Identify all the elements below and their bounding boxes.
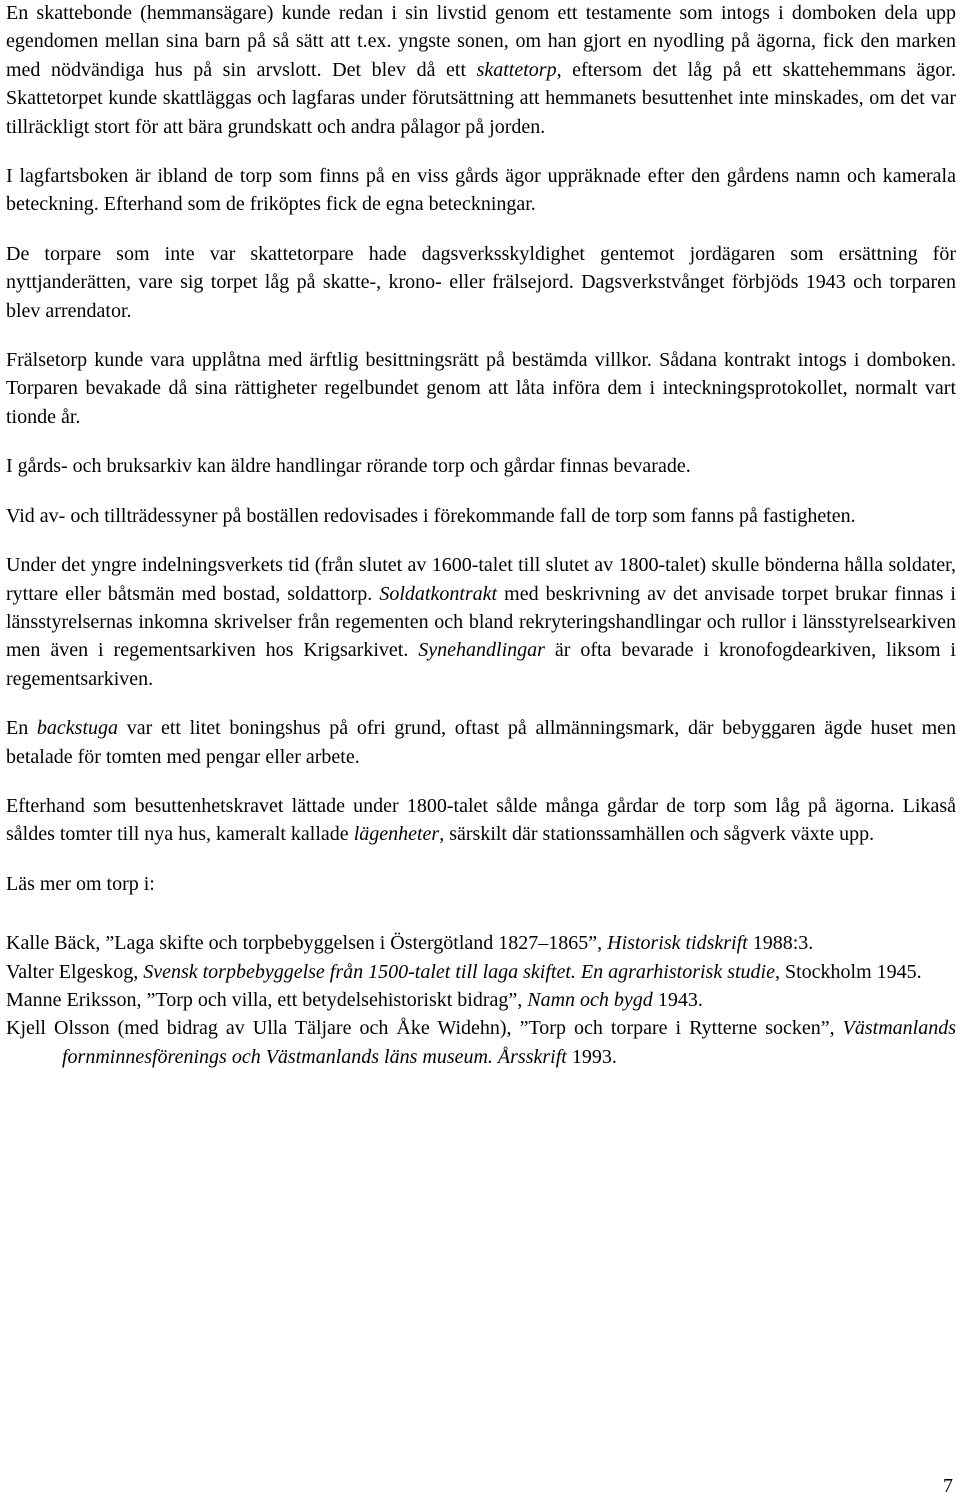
text-run: 1943. [652, 988, 703, 1011]
paragraph-dagsverk [6, 240, 956, 325]
text-run: 1988:3. [747, 932, 814, 955]
text-run: Under det yngre indelningsverkets tid (från slutet av 1600-talet till slutet av 1800-talet) skulle bönderna hålla soldater, ryttare eller båtsmän med bostad, soldattorp. [6, 554, 956, 605]
reference-elgeskog [6, 958, 956, 986]
paragraph-skattetorp [6, 0, 956, 141]
text-run: Vid av- och tillträdessyner på boställen redovisades i förekommande fall de torp som fanns på fastigheten. [6, 504, 856, 527]
italic-text: Synehandlingar [418, 639, 545, 662]
paragraph-tilltradessyner [6, 502, 956, 530]
body-text [6, 0, 956, 849]
paragraph-fralsetorp [6, 346, 956, 431]
italic-text: Västmanlands fornminnesförenings och Västmanlands läns museum. Årsskrift [62, 1017, 956, 1068]
text-run: 1993. [566, 1045, 617, 1068]
italic-text: Namn och bygd [527, 988, 653, 1011]
paragraph-bruksarkiv [6, 452, 956, 480]
italic-text: Soldatkontrakt [379, 582, 498, 605]
text-run: , Stockholm 1945. [774, 960, 922, 983]
text-run: I lagfartsboken är ibland de torp som finns på en viss gårds ägor uppräknade efter den gårdens namn och kamerala beteckning. Efterhand som de friköptes fick de egna beteckningar. [6, 165, 956, 216]
text-run: En skattebonde (hemmansägare) kunde redan i sin livstid genom ett testamente som intogs i domboken dela upp egendomen mellan sina barn på så sätt att t.ex. yngste sonen, om han gjort en nyodling på ägorna, fick den marken med nödvändiga hus på sin arvslott. Det blev då ett [6, 2, 956, 81]
paragraph-lagfartsboken [6, 162, 956, 219]
text-run: , eftersom det låg på ett skattehemmans ägor. Skattetorpet kunde skattläggas och lagfaras under förutsättning att hemmanets besuttenhet inte minskades, om det var tillräckligt stort för att bära grundskatt och andra pålagor på jorden. [6, 58, 956, 138]
paragraph-soldattorp [6, 551, 956, 693]
text-run: är ofta bevarade i kronofogdearkiven, liksom i regementsarkiven. [6, 639, 956, 690]
text-run: Manne Eriksson, ”Torp och villa, ett betydelsehistoriskt bidrag”, [6, 988, 528, 1011]
text-run: , särskilt där stationssamhällen och sågverk växte upp. [439, 823, 875, 846]
text-run: De torpare som inte var skattetorpare hade dagsverksskyldighet gentemot jordägaren som ersättning för nyttjanderätten, vare sig torpet låg på skatte-, krono- eller frälsejord. Dagsverkstvånget förbjöds 1943 och torparen blev arrendator. [6, 242, 956, 322]
reference-list [6, 929, 956, 1071]
reference-eriksson [6, 986, 956, 1014]
italic-text: Historisk tidskrift [607, 932, 748, 955]
text-run: var ett litet boningshus på ofri grund, oftast på allmänningsmark, där bebyggaren ägde huset men betalade för tomten med pengar eller arbete. [6, 717, 956, 768]
text-run: Frälsetorp kunde vara upplåtna med ärftlig besittningsrätt på bestämda villkor. Sådana kontrakt intogs i domboken. Torparen bevakade då sina rättigheter regelbundet genom att låta införa dem i inteckningsprotokollet, normalt vart tionde år. [6, 349, 956, 428]
document-page [6, 0, 956, 1071]
reference-olsson [6, 1014, 956, 1071]
italic-text: backstuga [36, 717, 119, 740]
text-run: Kjell Olsson (med bidrag av Ulla Täljare och Åke Widehn), ”Torp och torpare i Rytterne socken”, [6, 1017, 843, 1040]
text-run: Kalle Bäck, ”Laga skifte och torpbebyggelsen i Östergötland 1827–1865”, [6, 932, 608, 955]
page-number: 7 [943, 1475, 953, 1497]
text-run: Valter Elgeskog, [6, 960, 144, 983]
paragraph-lagenheter [6, 792, 956, 849]
paragraph-backstuga [6, 714, 956, 771]
italic-text: Svensk torpbebyggelse från 1500-talet till laga skiftet. En agrarhistorisk studie [143, 960, 775, 983]
references-heading: Läs mer om torp i: [6, 872, 155, 895]
reference-back [6, 929, 956, 957]
text-run: med beskrivning av det anvisade torpet brukar finnas i länsstyrelsernas inkomna skrivelser från regementen och bland rekryteringshandlingar och rullor i länsstyrelsearkiven men även i regementsarkiven hos Krigsarkivet. [6, 582, 956, 662]
italic-text: lägenheter [353, 823, 440, 846]
text-run: Efterhand som besuttenhetskravet lättade under 1800-talet sålde många gårdar de torp som låg på ägorna. Likaså såldes tomter till nya hus, kameralt kallade [6, 794, 956, 846]
italic-text: skattetorp [476, 58, 557, 81]
text-run: En [6, 717, 37, 740]
text-run: I gårds- och bruksarkiv kan äldre handlingar rörande torp och gårdar finnas bevarade. [6, 455, 691, 478]
